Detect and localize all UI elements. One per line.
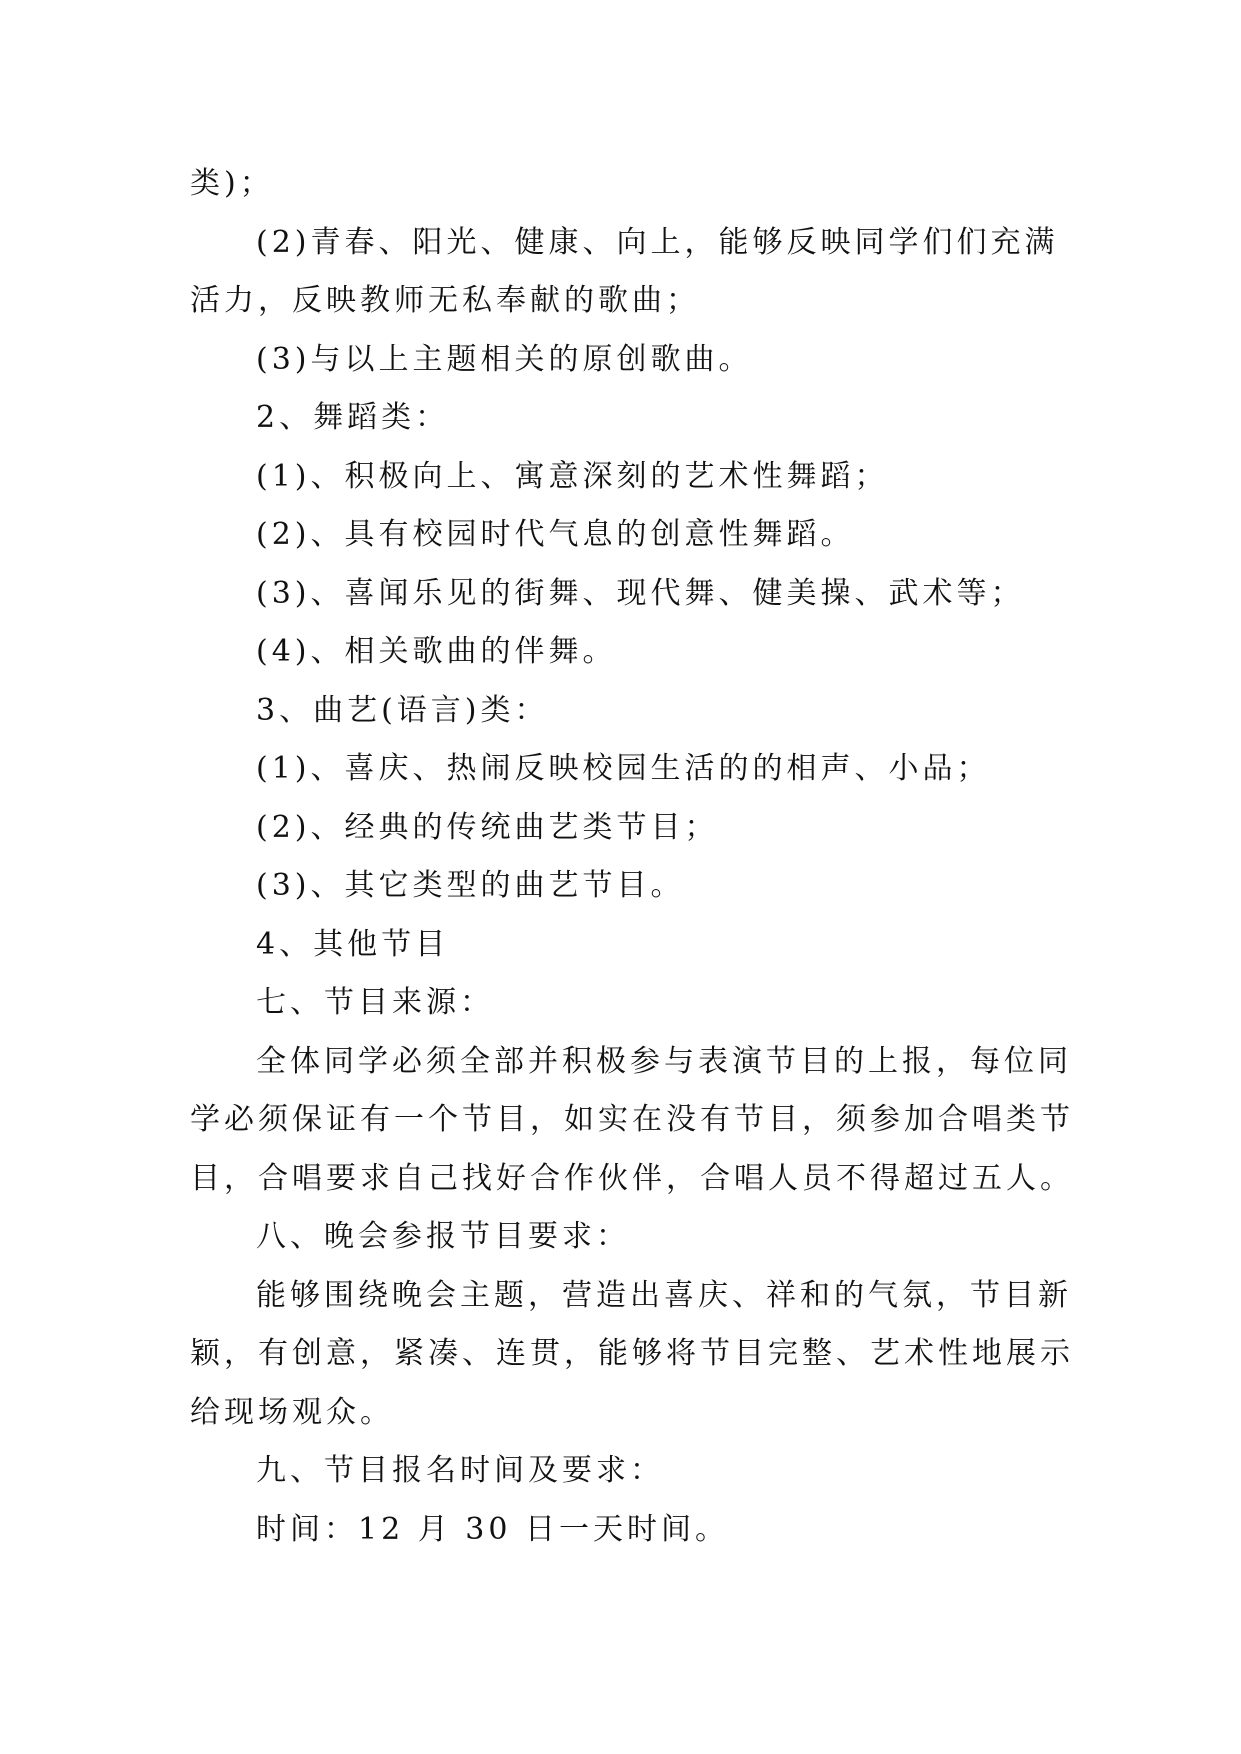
text-line-13: (3)、其它类型的曲艺节目。 — [256, 868, 685, 903]
text-line-18: 目，合唱要求自己找好合作伙伴，合唱人员不得超过五人。 — [190, 1160, 1074, 1196]
text-line-22: 给现场观众。 — [190, 1394, 394, 1430]
section-heading-other: 4、其他节目 — [256, 926, 450, 962]
text-line-21: 颖，有创意，紧凑、连贯，能够将节目完整、艺术性地展示 — [190, 1336, 1074, 1371]
section-heading-signup: 九、节目报名时间及要求： — [256, 1453, 664, 1488]
text-line-12: (2)、经典的传统曲艺类节目； — [256, 809, 719, 845]
text-line-8: (3)、喜闻乐见的街舞、现代舞、健美操、武术等； — [256, 575, 1025, 611]
text-line-24: 时间：12 月 30 日一天时间。 — [256, 1511, 729, 1547]
text-line-6: (1)、积极向上、寓意深刻的艺术性舞蹈； — [256, 458, 889, 494]
text-line-3: 活力，反映教师无私奉献的歌曲； — [190, 283, 700, 318]
text-line-1: 类)； — [190, 166, 274, 201]
section-heading-requirements: 八、晚会参报节目要求： — [256, 1219, 630, 1254]
text-line-2: (2)青春、阳光、健康、向上，能够反映同学们们充满 — [256, 224, 1059, 260]
section-heading-quyi: 3、曲艺(语言)类： — [256, 692, 549, 728]
text-line-7: (2)、具有校园时代气息的创意性舞蹈。 — [256, 517, 855, 552]
text-line-17: 学必须保证有一个节目，如实在没有节目，须参加合唱类节 — [190, 1102, 1074, 1137]
section-heading-source: 七、节目来源： — [256, 985, 494, 1020]
text-line-9: (4)、相关歌曲的伴舞。 — [256, 634, 617, 669]
text-line-16: 全体同学必须全部并积极参与表演节目的上报，每位同 — [256, 1043, 1072, 1079]
text-line-4: (3)与以上主题相关的原创歌曲。 — [256, 341, 753, 377]
text-line-20: 能够围绕晚会主题，营造出喜庆、祥和的气氛，节目新 — [256, 1277, 1072, 1313]
document-body — [190, 155, 1074, 1559]
text-line-11: (1)、喜庆、热闹反映校园生活的的相声、小品； — [256, 751, 991, 786]
section-heading-dance: 2、舞蹈类： — [256, 400, 450, 435]
